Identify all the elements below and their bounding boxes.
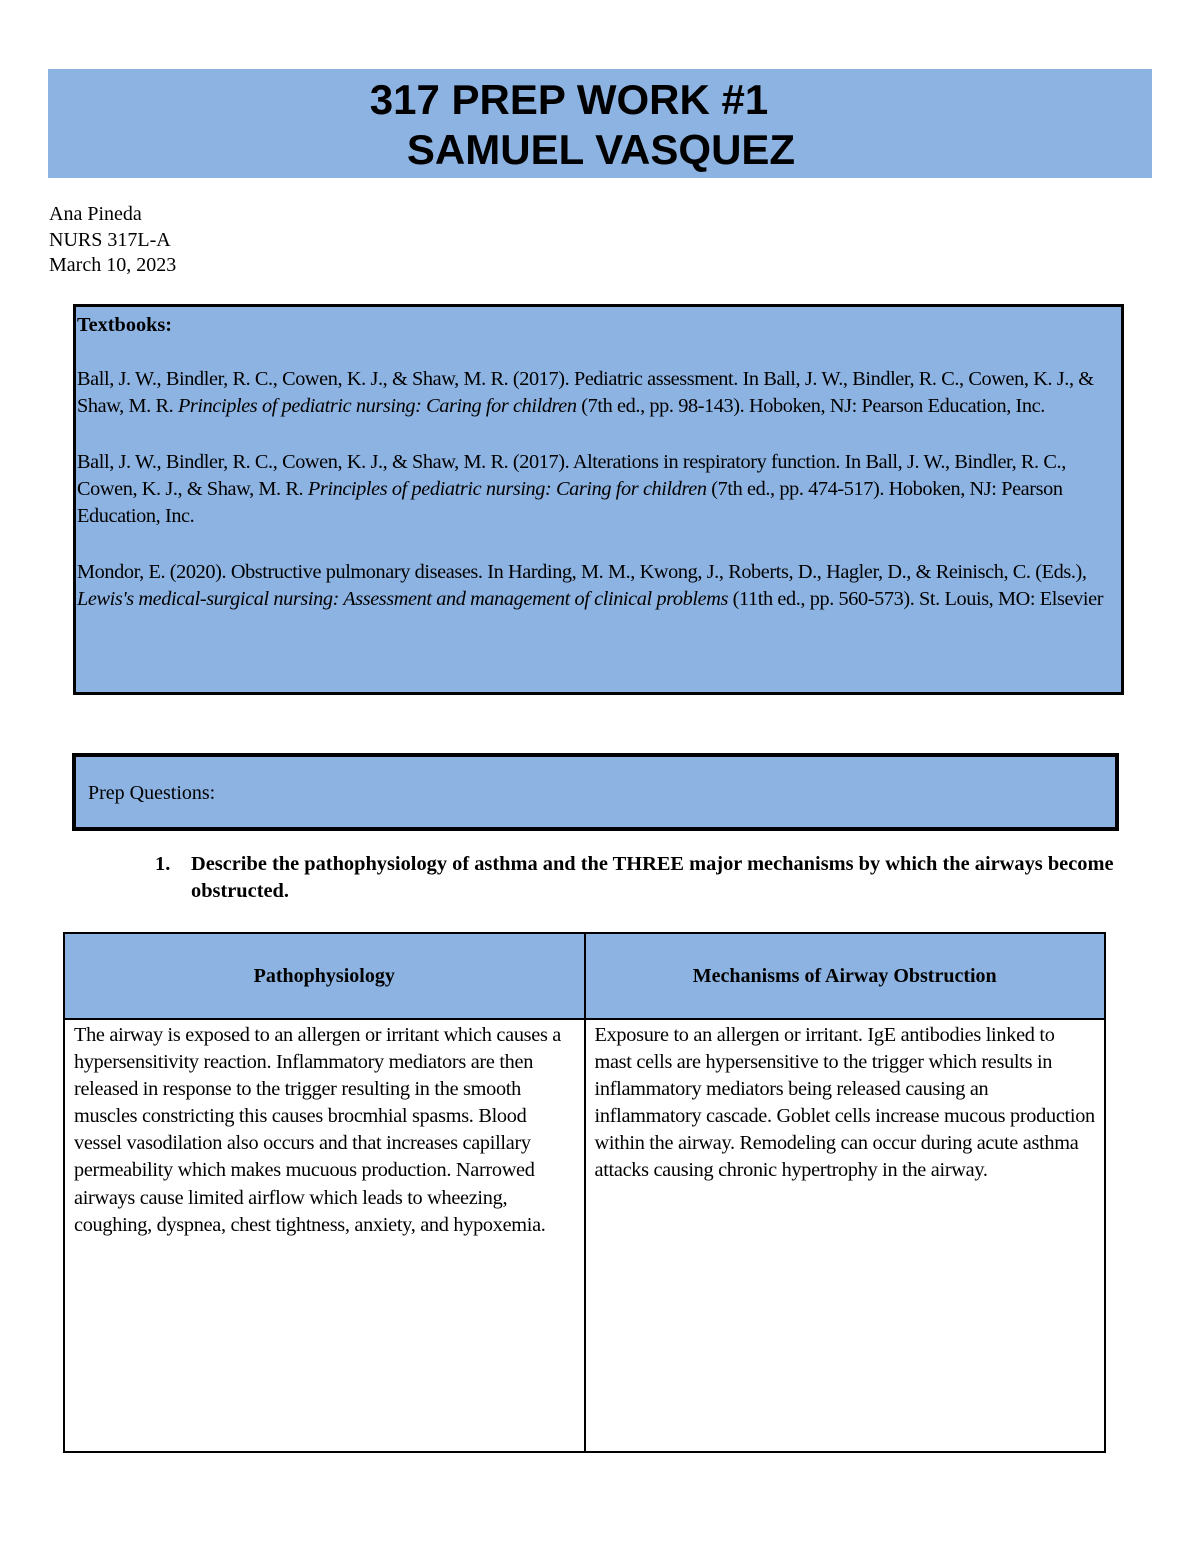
reference-book-title: Principles of pediatric nursing: Caring for children bbox=[177, 395, 577, 417]
student-info bbox=[49, 202, 176, 279]
reference-book-title: Lewis's medical-surgical nursing: Assessment and management of clinical problems bbox=[77, 588, 728, 610]
answer-table bbox=[63, 932, 1106, 1453]
reference-item bbox=[77, 366, 1115, 420]
table-row bbox=[64, 1019, 1105, 1452]
reference-text: Ball, J. W., Bindler, R. C., Cowen, K. J., & Shaw, M. R. (2017). Pediatric assessment. In Ball, J. W., Bindler, R. C., Cowen, K. J., & Shaw, M. R. bbox=[77, 368, 1094, 417]
question-number: 1. bbox=[155, 853, 171, 875]
author-name: Ana Pineda bbox=[49, 203, 142, 225]
cell-pathophysiology: The airway is exposed to an allergen or irritant which causes a hypersensitivity reaction. Inflammatory mediators are then released in response to the trigger resulting in the smooth muscles constricting this causes brocmhial spasms. Blood vessel vasodilation also occurs and that increases capillary permeability which makes mucuous production. Narrowed airways cause limited airflow which leads to wheezing, coughing, dyspnea, chest tightness, anxiety, and hypoxemia. bbox=[64, 1019, 585, 1452]
reference-text: Mondor, E. (2020). Obstructive pulmonary diseases. In Harding, M. M., Kwong, J., Roberts, D., Hagler, D., & Reinisch, C. (Eds.), bbox=[77, 561, 1087, 583]
header-mechanisms: Mechanisms of Airway Obstruction bbox=[585, 933, 1106, 1019]
prep-questions-box bbox=[72, 753, 1119, 831]
textbooks-heading: Textbooks: bbox=[77, 314, 173, 336]
reference-item bbox=[77, 449, 1115, 530]
document-date: March 10, 2023 bbox=[49, 254, 177, 276]
document-title: 317 PREP WORK #1 bbox=[369, 76, 769, 123]
reference-text: (7th ed., pp. 474-517). Hoboken, NJ: Pearson Education, Inc. bbox=[77, 478, 1063, 527]
reference-text: (7th ed., pp. 98-143). Hoboken, NJ: Pearson Education, Inc. bbox=[576, 395, 1045, 417]
reference-text: Ball, J. W., Bindler, R. C., Cowen, K. J., & Shaw, M. R. (2017). Alterations in respiratory function. In Ball, J. W., Bindler, R. C., Cowen, K. J., & Shaw, M. R. bbox=[77, 451, 1066, 500]
question-text: Describe the pathophysiology of asthma and the THREE major mechanisms by which the airways become obstructed. bbox=[191, 853, 1114, 902]
header-pathophysiology: Pathophysiology bbox=[64, 933, 585, 1019]
question-1 bbox=[155, 851, 1115, 905]
title-banner bbox=[48, 69, 1152, 178]
reference-item bbox=[77, 559, 1115, 613]
student-subject-name: SAMUEL VASQUEZ bbox=[406, 126, 796, 173]
table-header-row bbox=[64, 933, 1105, 1019]
textbooks-box bbox=[73, 304, 1124, 695]
reference-text: (11th ed., pp. 560-573). St. Louis, MO: Elsevier bbox=[727, 588, 1104, 610]
prep-questions-label: Prep Questions: bbox=[88, 782, 216, 804]
cell-mechanisms: Exposure to an allergen or irritant. IgE antibodies linked to mast cells are hypersensitive to the trigger which results in inflammatory mediators being released causing an inflammatory cascade. Goblet cells increase mucous production within the airway. Remodeling can occur during acute asthma attacks causing chronic hypertrophy in the airway. bbox=[585, 1019, 1106, 1452]
course-code: NURS 317L-A bbox=[49, 228, 171, 251]
reference-book-title: Principles of pediatric nursing: Caring for children bbox=[307, 478, 707, 500]
